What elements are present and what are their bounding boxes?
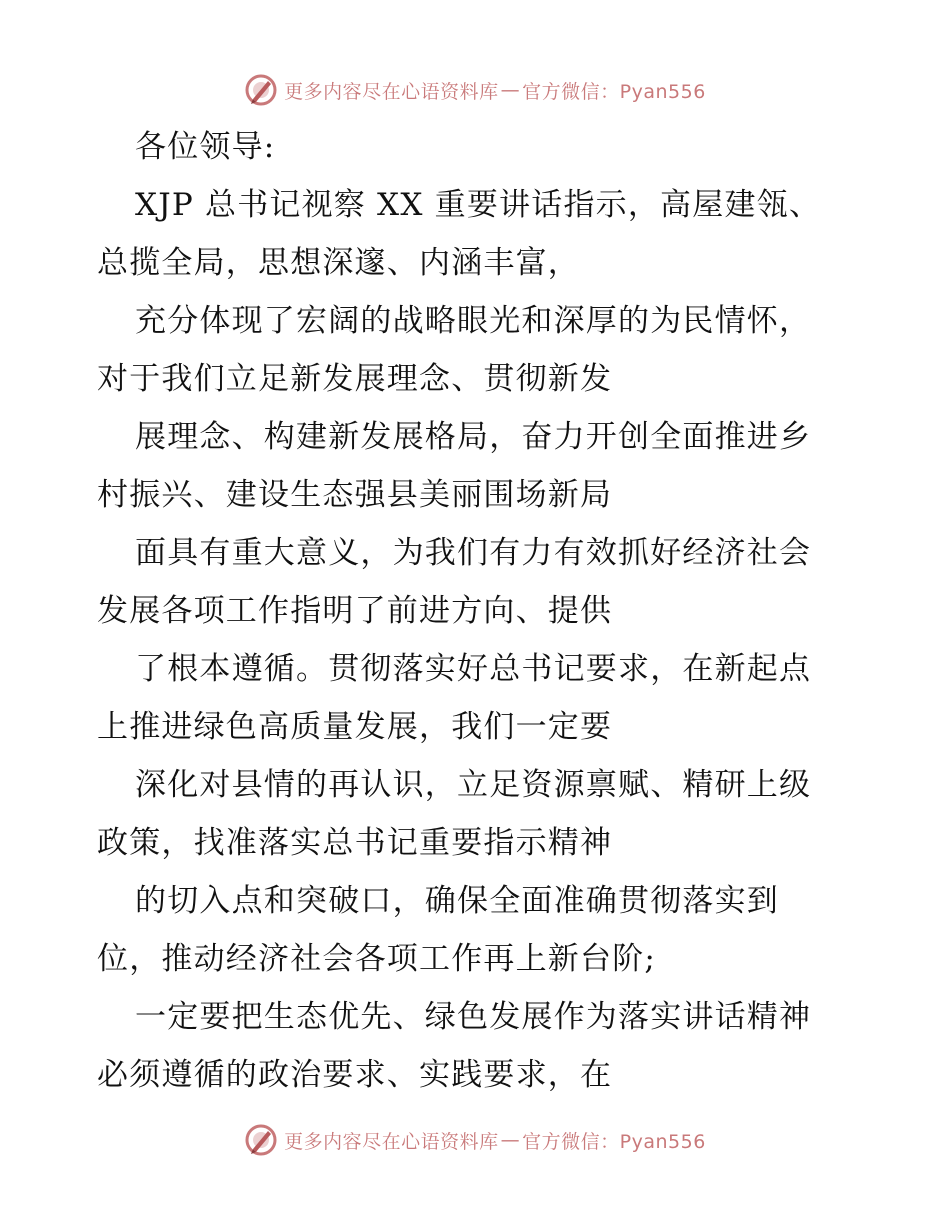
text-line: 面具有重大意义，为我们有力有效抓好经济社会 (135, 535, 812, 571)
watermark-contact: 官方微信：Pyan556 (522, 80, 706, 103)
pen-circle-logo-icon (244, 1123, 278, 1157)
text-line: XJP 总书记视察 XX 重要讲话指示，高屋建瓴、 (135, 187, 822, 223)
text-line: 位，推动经济社会各项工作再上新台阶; (97, 941, 657, 977)
text-line: 上推进绿色高质量发展，我们一定要 (97, 709, 613, 745)
text-line: 的切入点和突破口，确保全面准确贯彻落实到 (135, 883, 779, 919)
watermark-contact: 官方微信：Pyan556 (522, 1130, 706, 1153)
text-line: 各位领导: (135, 129, 276, 165)
text-line: 展理念、构建新发展格局，奋力开创全面推进乡 (135, 419, 812, 455)
text-line: 村振兴、建设生态强县美丽围场新局 (97, 477, 613, 513)
text-line: 深化对县情的再认识，立足资源禀赋、精研上级 (135, 767, 812, 803)
document-body (97, 118, 867, 1104)
text-line: 充分体现了宏阔的战略眼光和深厚的为民情怀， (135, 303, 812, 339)
pen-circle-logo-icon (244, 73, 278, 107)
watermark-separator: — (500, 79, 521, 101)
text-line: 了根本遵循。贯彻落实好总书记要求，在新起点 (135, 651, 812, 687)
text-line: 必须遵循的政治要求、实践要求，在 (97, 1057, 613, 1093)
text-line: 政策，找准落实总书记重要指示精神 (97, 825, 613, 861)
header-watermark (0, 70, 950, 110)
text-line: 一定要把生态优先、绿色发展作为落实讲话精神 (135, 999, 812, 1035)
watermark-text: 更多内容尽在心语资料库 (284, 80, 499, 103)
watermark-text: 更多内容尽在心语资料库 (284, 1130, 499, 1153)
text-line: 发展各项工作指明了前进方向、提供 (97, 593, 613, 629)
text-line: 总揽全局，思想深邃、内涵丰富， (97, 245, 580, 281)
footer-watermark (0, 1120, 950, 1160)
watermark-separator: — (500, 1129, 521, 1151)
text-line: 对于我们立足新发展理念、贯彻新发 (97, 361, 613, 397)
